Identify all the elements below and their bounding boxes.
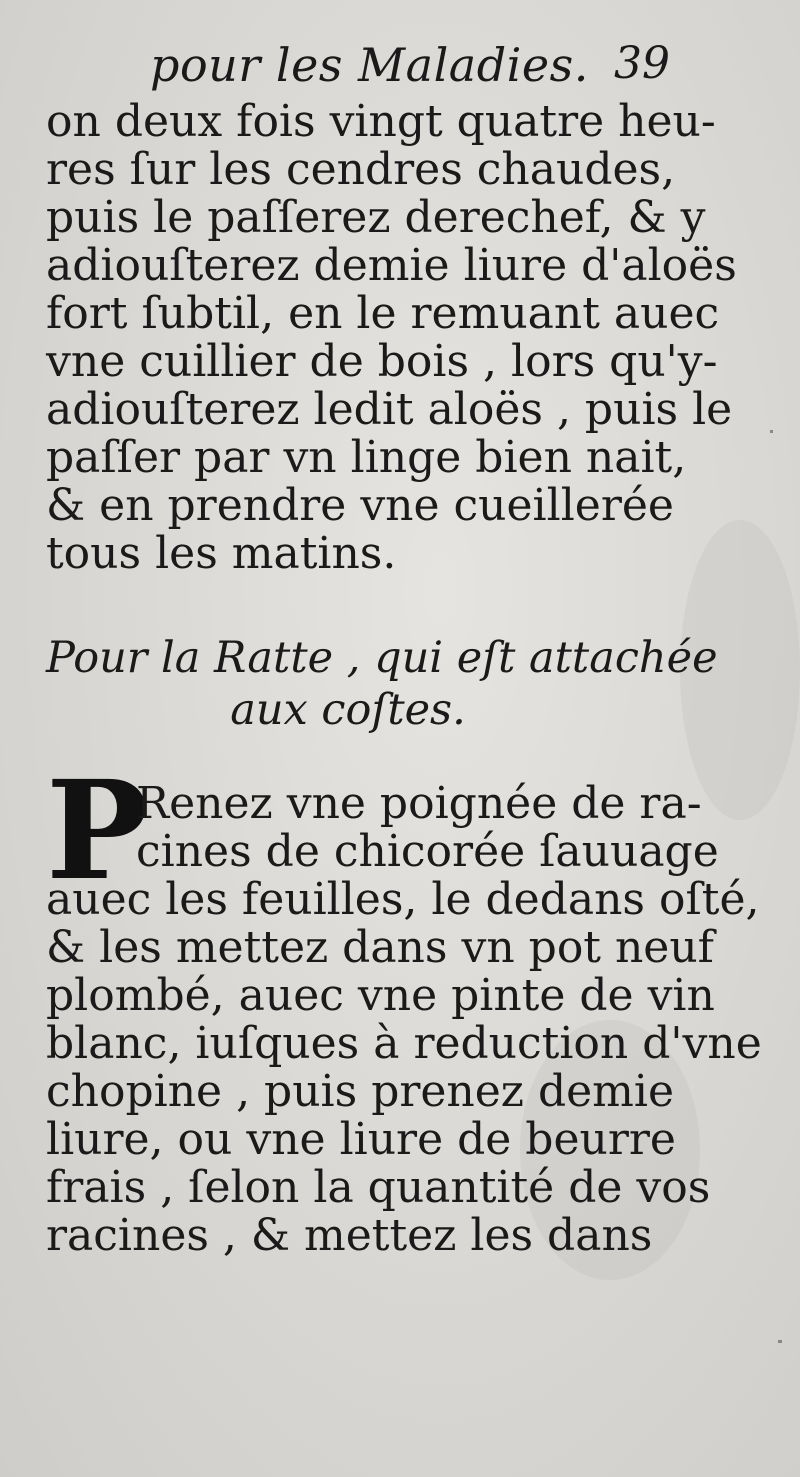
- text-line: racines , & mettez les dans: [46, 1210, 653, 1261]
- text-line: liure, ou vne liure de beurre: [46, 1114, 676, 1165]
- section-heading-line: Pour la Ratte , qui eſt attachée: [46, 633, 718, 683]
- section-heading-line: aux coſtes.: [230, 685, 466, 735]
- page-number: 39: [614, 38, 670, 89]
- paragraph-2-opening: [136, 778, 719, 877]
- paper-speck: [778, 1340, 782, 1343]
- text-line: adiouſterez ledit aloës , puis le: [46, 384, 733, 435]
- running-title: pour les Maladies.: [150, 38, 589, 92]
- paragraph-1: [46, 96, 737, 579]
- drop-cap: P: [46, 751, 149, 911]
- text-line: fort ſubtil, en le remuant auec: [46, 288, 720, 339]
- text-line: auec les feuilles, le dedans oſté,: [46, 874, 760, 925]
- text-line: paſſer par vn linge bien nait,: [46, 432, 687, 483]
- paragraph-2: [46, 874, 762, 1261]
- running-head: [150, 38, 670, 98]
- text-line: on deux fois vingt quatre heu-: [46, 96, 716, 147]
- text-line: adiouſterez demie liure d'aloës: [46, 240, 737, 291]
- text-line: blanc, iuſques à reduction d'vne: [46, 1018, 762, 1069]
- text-line: chopine , puis prenez demie: [46, 1066, 675, 1117]
- text-line: & en prendre vne cueillerée: [46, 480, 674, 531]
- text-line: plombé, auec vne pinte de vin: [46, 970, 715, 1021]
- section-heading: [46, 632, 718, 736]
- text-line: puis le paſſerez derechef, & y: [46, 192, 706, 243]
- paper-speck: [770, 430, 773, 433]
- text-line: tous les matins.: [46, 528, 397, 579]
- text-line: res ſur les cendres chaudes,: [46, 144, 676, 195]
- text-line: cines de chicorée ſauuage: [136, 826, 719, 877]
- text-line: frais , ſelon la quantité de vos: [46, 1162, 711, 1213]
- text-line: & les mettez dans vn pot neuf: [46, 922, 714, 973]
- text-line: vne cuillier de bois , lors qu'y-: [46, 336, 718, 387]
- text-line: Renez vne poignée de ra-: [136, 778, 702, 829]
